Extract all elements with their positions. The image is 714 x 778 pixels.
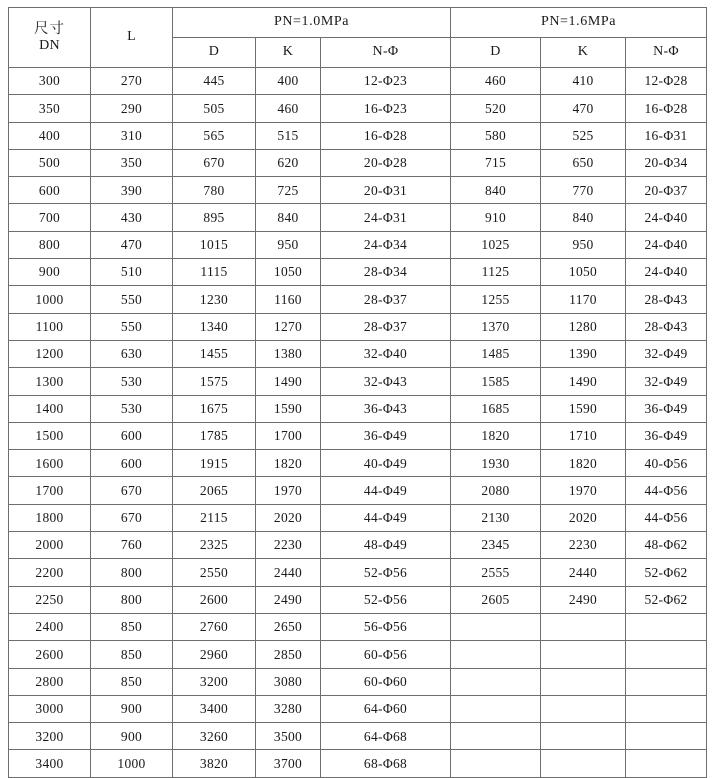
cell-pn16-nphi [626,723,707,750]
table-row [9,695,707,722]
cell-pn16-k: 2440 [541,559,626,586]
cell-l: 530 [91,368,173,395]
cell-pn16-d: 1930 [451,450,541,477]
cell-dn: 2600 [9,641,91,668]
cell-pn10-d: 2115 [173,504,256,531]
cell-l: 850 [91,613,173,640]
cell-pn16-k [541,668,626,695]
cell-dn: 1700 [9,477,91,504]
table-row [9,259,707,286]
cell-pn16-k [541,641,626,668]
cell-pn16-d [451,613,541,640]
cell-dn: 3200 [9,723,91,750]
cell-pn10-k: 1490 [256,368,321,395]
cell-pn10-d: 3400 [173,695,256,722]
cell-pn16-nphi: 40-Φ56 [626,450,707,477]
cell-l: 290 [91,95,173,122]
table-row [9,723,707,750]
table-row [9,149,707,176]
header-row-groups [9,8,707,38]
cell-dn: 2800 [9,668,91,695]
cell-pn10-nphi: 64-Φ60 [321,695,451,722]
cell-pn16-d: 910 [451,204,541,231]
cell-pn16-k: 1590 [541,395,626,422]
cell-pn10-k: 2650 [256,613,321,640]
cell-l: 670 [91,504,173,531]
cell-pn10-d: 2960 [173,641,256,668]
cell-pn10-nphi: 48-Φ49 [321,532,451,559]
cell-pn16-nphi: 44-Φ56 [626,504,707,531]
table-row [9,422,707,449]
cell-l: 600 [91,450,173,477]
cell-pn16-nphi [626,613,707,640]
table-row [9,613,707,640]
cell-pn16-d: 1255 [451,286,541,313]
cell-pn16-d [451,695,541,722]
table-row [9,504,707,531]
cell-pn10-nphi: 44-Φ49 [321,477,451,504]
cell-pn16-nphi [626,750,707,777]
cell-pn16-d: 580 [451,122,541,149]
cell-pn10-k: 3500 [256,723,321,750]
cell-pn16-d: 520 [451,95,541,122]
cell-pn16-d [451,750,541,777]
cell-pn10-k: 400 [256,68,321,95]
cell-pn10-d: 1675 [173,395,256,422]
cell-dn: 1100 [9,313,91,340]
cell-pn10-d: 1015 [173,231,256,258]
cell-pn16-d: 2605 [451,586,541,613]
cell-pn16-nphi [626,641,707,668]
table-row [9,450,707,477]
cell-pn10-d: 2600 [173,586,256,613]
table-row [9,286,707,313]
cell-pn16-nphi: 36-Φ49 [626,395,707,422]
cell-pn16-nphi: 44-Φ56 [626,477,707,504]
cell-pn16-k [541,613,626,640]
cell-pn10-d: 3200 [173,668,256,695]
cell-dn: 3400 [9,750,91,777]
header-pn16-k: K [541,38,626,68]
cell-pn16-d [451,668,541,695]
header-pn16-nphi: N-Φ [626,38,707,68]
table-row [9,750,707,777]
cell-pn10-d: 3820 [173,750,256,777]
cell-pn16-nphi: 24-Φ40 [626,231,707,258]
header-dn-chinese: 尺寸 [34,21,65,38]
table-row [9,177,707,204]
cell-l: 800 [91,586,173,613]
cell-pn10-k: 2020 [256,504,321,531]
header-group-pn16: PN=1.6MPa [451,8,707,38]
table-row [9,68,707,95]
cell-pn16-nphi: 24-Φ40 [626,204,707,231]
cell-dn: 1800 [9,504,91,531]
header-pn10-nphi: N-Φ [321,38,451,68]
cell-pn16-nphi: 32-Φ49 [626,368,707,395]
cell-pn16-d: 1125 [451,259,541,286]
cell-pn16-nphi: 16-Φ28 [626,95,707,122]
cell-pn16-nphi: 16-Φ31 [626,122,707,149]
cell-pn16-d [451,641,541,668]
cell-pn16-d: 1585 [451,368,541,395]
cell-dn: 350 [9,95,91,122]
cell-pn10-nphi: 60-Φ56 [321,641,451,668]
cell-pn16-nphi: 24-Φ40 [626,259,707,286]
cell-pn10-nphi: 32-Φ43 [321,368,451,395]
cell-pn10-d: 1230 [173,286,256,313]
cell-l: 530 [91,395,173,422]
cell-pn16-d: 1370 [451,313,541,340]
table-row [9,395,707,422]
cell-l: 850 [91,641,173,668]
cell-pn10-nphi: 28-Φ34 [321,259,451,286]
cell-pn16-k: 1050 [541,259,626,286]
cell-dn: 2400 [9,613,91,640]
cell-pn10-nphi: 52-Φ56 [321,586,451,613]
cell-pn10-nphi: 64-Φ68 [321,723,451,750]
cell-l: 430 [91,204,173,231]
cell-pn10-k: 460 [256,95,321,122]
cell-pn16-nphi: 20-Φ34 [626,149,707,176]
table-row [9,122,707,149]
cell-l: 470 [91,231,173,258]
table-row [9,477,707,504]
cell-pn16-k: 1710 [541,422,626,449]
cell-pn10-k: 1820 [256,450,321,477]
cell-pn16-d: 2555 [451,559,541,586]
cell-pn10-nphi: 32-Φ40 [321,340,451,367]
cell-pn16-k: 2490 [541,586,626,613]
cell-pn10-nphi: 16-Φ23 [321,95,451,122]
cell-l: 270 [91,68,173,95]
cell-pn16-k: 1390 [541,340,626,367]
cell-pn10-nphi: 68-Φ68 [321,750,451,777]
table-row [9,559,707,586]
cell-pn16-k: 470 [541,95,626,122]
table-row [9,532,707,559]
cell-pn10-d: 2760 [173,613,256,640]
cell-pn10-k: 2230 [256,532,321,559]
cell-pn16-k [541,750,626,777]
cell-pn16-nphi: 32-Φ49 [626,340,707,367]
cell-pn16-k: 1170 [541,286,626,313]
cell-l: 800 [91,559,173,586]
header-dn [9,8,91,68]
cell-l: 630 [91,340,173,367]
cell-pn10-d: 670 [173,149,256,176]
cell-pn16-k: 650 [541,149,626,176]
cell-pn16-d: 715 [451,149,541,176]
cell-pn10-k: 2850 [256,641,321,668]
cell-pn16-d: 1485 [451,340,541,367]
cell-pn10-nphi: 16-Φ28 [321,122,451,149]
cell-l: 670 [91,477,173,504]
cell-l: 850 [91,668,173,695]
cell-pn10-d: 2550 [173,559,256,586]
cell-pn10-k: 1160 [256,286,321,313]
cell-pn16-nphi: 36-Φ49 [626,422,707,449]
cell-pn16-k: 770 [541,177,626,204]
cell-dn: 2200 [9,559,91,586]
cell-pn16-d: 1025 [451,231,541,258]
cell-pn10-k: 1590 [256,395,321,422]
header-length: L [91,8,173,68]
cell-pn10-d: 565 [173,122,256,149]
cell-l: 1000 [91,750,173,777]
cell-pn10-d: 1115 [173,259,256,286]
cell-l: 510 [91,259,173,286]
cell-dn: 300 [9,68,91,95]
cell-pn10-nphi: 24-Φ34 [321,231,451,258]
cell-pn16-d: 1685 [451,395,541,422]
cell-pn10-d: 895 [173,204,256,231]
cell-pn10-d: 3260 [173,723,256,750]
table-row [9,340,707,367]
cell-pn10-k: 840 [256,204,321,231]
table-row [9,313,707,340]
cell-pn10-d: 1785 [173,422,256,449]
cell-pn16-k: 525 [541,122,626,149]
cell-pn10-k: 2440 [256,559,321,586]
cell-pn16-nphi: 52-Φ62 [626,559,707,586]
cell-pn10-k: 1270 [256,313,321,340]
cell-pn10-k: 3280 [256,695,321,722]
cell-pn10-d: 2065 [173,477,256,504]
cell-pn10-nphi: 40-Φ49 [321,450,451,477]
cell-pn10-nphi: 36-Φ49 [321,422,451,449]
cell-pn16-d: 1820 [451,422,541,449]
cell-pn10-nphi: 20-Φ31 [321,177,451,204]
cell-l: 760 [91,532,173,559]
cell-dn: 1600 [9,450,91,477]
cell-pn16-k: 1490 [541,368,626,395]
cell-pn10-nphi: 20-Φ28 [321,149,451,176]
cell-pn10-k: 1700 [256,422,321,449]
cell-l: 310 [91,122,173,149]
cell-dn: 1200 [9,340,91,367]
cell-dn: 1000 [9,286,91,313]
cell-l: 350 [91,149,173,176]
table-body [9,68,707,778]
cell-pn16-k: 2020 [541,504,626,531]
cell-pn16-k: 950 [541,231,626,258]
cell-pn10-nphi: 52-Φ56 [321,559,451,586]
table-row [9,668,707,695]
cell-dn: 2250 [9,586,91,613]
cell-pn10-d: 445 [173,68,256,95]
cell-dn: 600 [9,177,91,204]
table-row [9,641,707,668]
table-row [9,586,707,613]
cell-pn16-d: 460 [451,68,541,95]
cell-pn10-d: 2325 [173,532,256,559]
table-row [9,95,707,122]
cell-dn: 1500 [9,422,91,449]
cell-pn10-nphi: 44-Φ49 [321,504,451,531]
cell-dn: 900 [9,259,91,286]
cell-pn10-k: 725 [256,177,321,204]
cell-pn10-k: 3700 [256,750,321,777]
table-row [9,231,707,258]
cell-dn: 2000 [9,532,91,559]
cell-dn: 400 [9,122,91,149]
cell-pn16-nphi [626,695,707,722]
table-row [9,204,707,231]
cell-pn10-k: 950 [256,231,321,258]
cell-pn10-k: 2490 [256,586,321,613]
cell-pn10-d: 1915 [173,450,256,477]
cell-pn10-d: 505 [173,95,256,122]
cell-dn: 800 [9,231,91,258]
cell-dn: 1400 [9,395,91,422]
cell-pn10-k: 515 [256,122,321,149]
cell-l: 600 [91,422,173,449]
cell-pn16-k: 1820 [541,450,626,477]
cell-l: 550 [91,313,173,340]
cell-pn10-d: 1455 [173,340,256,367]
cell-pn10-nphi: 28-Φ37 [321,286,451,313]
cell-pn16-k: 1280 [541,313,626,340]
cell-pn16-k: 2230 [541,532,626,559]
header-group-pn10: PN=1.0MPa [173,8,451,38]
cell-pn16-k: 840 [541,204,626,231]
cell-l: 900 [91,723,173,750]
cell-pn16-k [541,695,626,722]
cell-pn16-nphi: 28-Φ43 [626,286,707,313]
cell-pn10-nphi: 60-Φ60 [321,668,451,695]
cell-pn16-d: 2345 [451,532,541,559]
cell-pn10-k: 620 [256,149,321,176]
cell-pn16-d: 2080 [451,477,541,504]
cell-pn10-d: 1575 [173,368,256,395]
cell-pn10-k: 1380 [256,340,321,367]
cell-pn16-k: 410 [541,68,626,95]
cell-dn: 3000 [9,695,91,722]
cell-pn16-k [541,723,626,750]
cell-pn10-nphi: 28-Φ37 [321,313,451,340]
table-row [9,368,707,395]
cell-pn10-d: 1340 [173,313,256,340]
cell-pn10-k: 1970 [256,477,321,504]
cell-pn10-nphi: 24-Φ31 [321,204,451,231]
cell-pn10-k: 3080 [256,668,321,695]
cell-pn16-d: 840 [451,177,541,204]
cell-pn10-nphi: 56-Φ56 [321,613,451,640]
header-dn-label: DN [39,37,60,53]
cell-pn16-d [451,723,541,750]
flange-dimension-table [8,7,707,778]
cell-pn16-d: 2130 [451,504,541,531]
cell-pn16-nphi: 48-Φ62 [626,532,707,559]
cell-pn10-d: 780 [173,177,256,204]
cell-dn: 1300 [9,368,91,395]
cell-pn16-nphi: 28-Φ43 [626,313,707,340]
cell-dn: 700 [9,204,91,231]
cell-pn16-nphi [626,668,707,695]
cell-pn10-nphi: 36-Φ43 [321,395,451,422]
cell-pn10-nphi: 12-Φ23 [321,68,451,95]
header-pn16-d: D [451,38,541,68]
cell-l: 550 [91,286,173,313]
cell-pn16-nphi: 52-Φ62 [626,586,707,613]
cell-pn16-nphi: 12-Φ28 [626,68,707,95]
cell-pn16-k: 1970 [541,477,626,504]
cell-pn10-k: 1050 [256,259,321,286]
header-pn10-k: K [256,38,321,68]
header-pn10-d: D [173,38,256,68]
cell-pn16-nphi: 20-Φ37 [626,177,707,204]
cell-dn: 500 [9,149,91,176]
cell-l: 390 [91,177,173,204]
cell-l: 900 [91,695,173,722]
table-header [9,8,707,68]
